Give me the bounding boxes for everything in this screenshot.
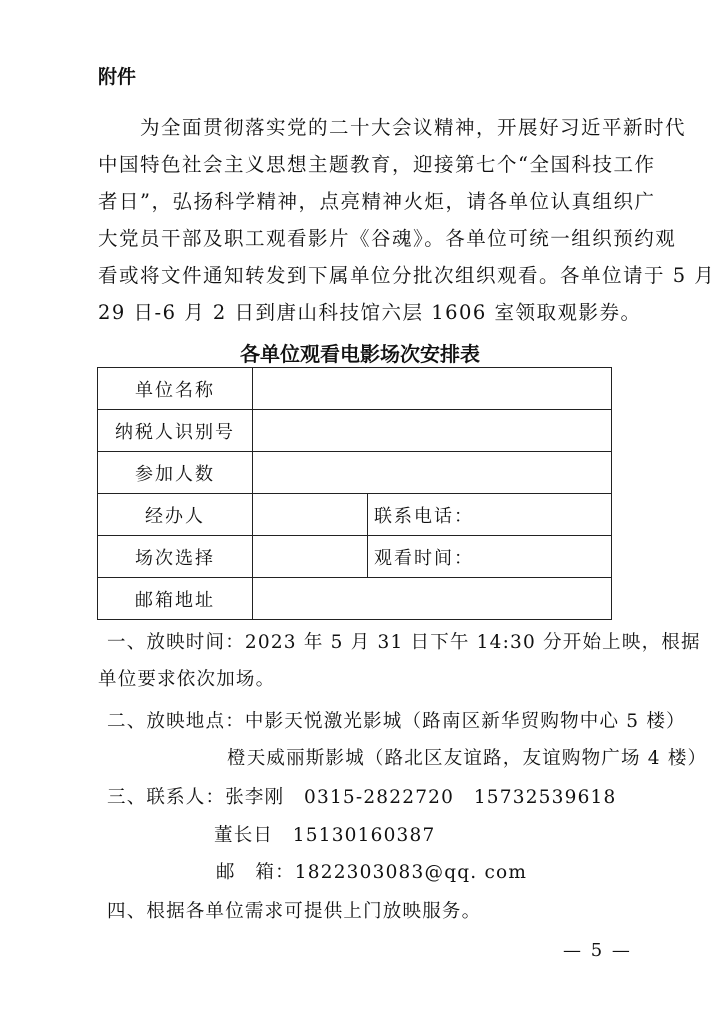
watch-time-field[interactable]: 观看时间： (368, 536, 612, 578)
table-row (98, 578, 612, 620)
session-field[interactable] (253, 536, 368, 578)
intro-line-6: 29 日-6 月 2 日到唐山科技馆六层 1606 室领取观影券。 (98, 301, 642, 324)
contact-line-1: 三、联系人：张李刚 0315-2822720 15732539618 (107, 787, 617, 808)
table-row (98, 494, 612, 536)
venue-line-2: 橙天威丽斯影城（路北区友谊路，友谊购物广场 4 楼） (227, 748, 708, 769)
handler-label: 经办人 (98, 494, 253, 536)
page-number: — 5 — (563, 940, 632, 961)
intro-line-2: 中国特色社会主义思想主题教育，迎接第七个“全国科技工作 (98, 153, 656, 176)
intro-line-5: 看或将文件通知转发到下属单位分批次组织观看。各单位请于 5 月 (98, 264, 716, 287)
contact-email-line[interactable]: 邮 箱：1822303083@qq. com (216, 862, 528, 883)
venue-line-1: 二、放映地点：中影天悦激光影城（路南区新华贸购物中心 5 楼） (107, 711, 686, 732)
service-line: 四、根据各单位需求可提供上门放映服务。 (107, 901, 482, 922)
intro-line-4: 大党员干部及职工观看影片《谷魂》。各单位可统一组织预约观 (98, 227, 677, 250)
table-title: 各单位观看电影场次安排表 (240, 342, 480, 366)
intro-line-1: 为全面贯彻落实党的二十大会议精神，开展好习近平新时代 (140, 116, 687, 139)
handler-field[interactable] (253, 494, 368, 536)
attendees-label: 参加人数 (98, 452, 253, 494)
tax-id-label: 纳税人识别号 (98, 410, 253, 452)
attachment-heading: 附件 (98, 66, 137, 88)
table-row (98, 536, 612, 578)
table-row (98, 452, 612, 494)
mail-address-label: 邮箱地址 (98, 578, 253, 620)
screening-time-line-2: 单位要求依次加场。 (98, 669, 276, 690)
screening-schedule-table (97, 367, 612, 620)
session-label: 场次选择 (98, 536, 253, 578)
intro-line-3: 者日”，弘扬科学精神，点亮精神火炬，请各单位认真组织广 (98, 190, 656, 213)
attendees-field[interactable] (253, 452, 612, 494)
contact-line-2: 董长日 15130160387 (214, 825, 436, 846)
table-row (98, 410, 612, 452)
table-row (98, 368, 612, 410)
screening-time-line-1: 一、放映时间：2023 年 5 月 31 日下午 14:30 分开始上映，根据 (107, 632, 701, 653)
phone-field[interactable]: 联系电话： (368, 494, 612, 536)
unit-name-field[interactable] (253, 368, 612, 410)
unit-name-label: 单位名称 (98, 368, 253, 410)
mail-address-field[interactable] (253, 578, 612, 620)
tax-id-field[interactable] (253, 410, 612, 452)
